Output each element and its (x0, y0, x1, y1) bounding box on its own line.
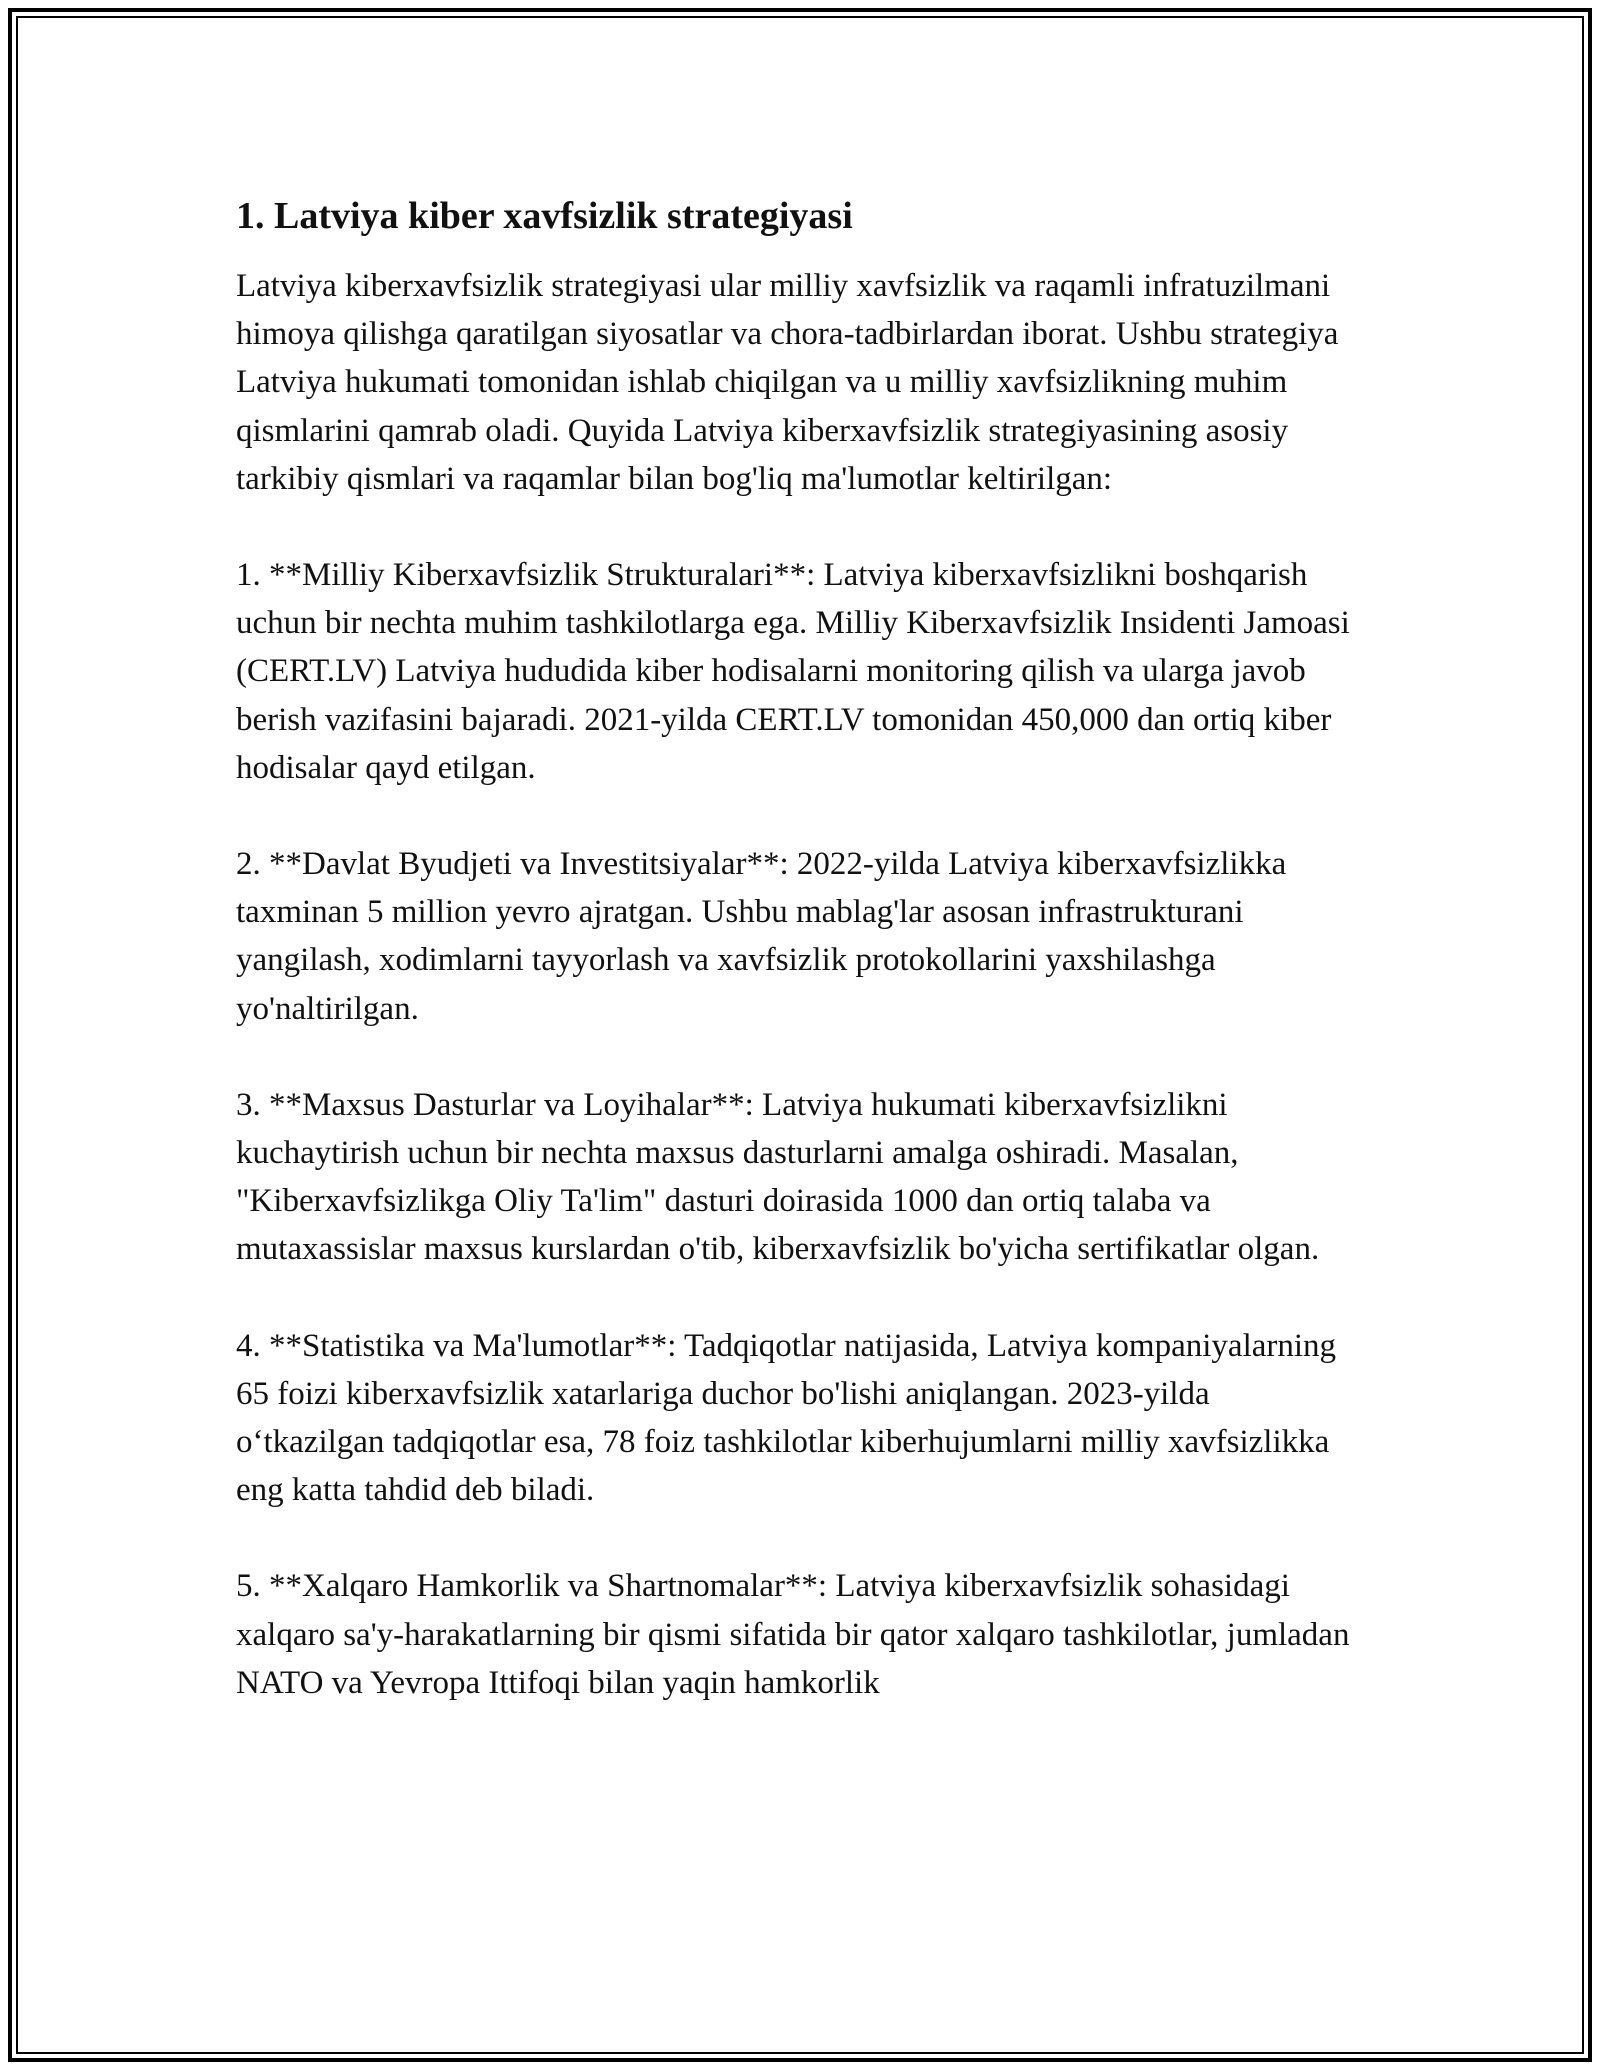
document-body (236, 186, 1366, 1707)
list-item-1: 1. **Milliy Kiberxavfsizlik Strukturalari**: Latviya kiberxavfsizlikni boshqarish uchun bir nechta muhim tashkilotlarga ega. Milliy Kiberxavfsizlik Insidenti Jamoasi (CERT.LV) Latviya hududida kiber hodisalarni monitoring qilish va ularga javob berish vazifasini bajaradi. 2021-yilda CERT.LV tomonidan 450,000 dan ortiq kiber hodisalar qayd etilgan. (236, 557, 1350, 786)
section-heading: 1. Latviya kiber xavfsizlik strategiyasi (236, 195, 853, 237)
list-item-5: 5. **Xalqaro Hamkorlik va Shartnomalar**: Latviya kiberxavfsizlik sohasidagi xalqaro sa'y-harakatlarning bir qismi sifatida bir qator xalqaro tashkilotlar, jumladan NATO va Yevropa Ittifoqi bilan yaqin hamkorlik (236, 1568, 1350, 1701)
list-item-4: 4. **Statistika va Ma'lumotlar**: Tadqiqotlar natijasida, Latviya kompaniyalarning 65 foizi kiberxavfsizlik xatarlariga duchor bo'lishi aniqlangan. 2023-yilda o‘tkazilgan tadqiqotlar esa, 78 foiz tashkilotlar kiberhujumlarni milliy xavfsizlikka eng katta tahdid deb biladi. (236, 1327, 1337, 1509)
list-item-2: 2. **Davlat Byudjeti va Investitsiyalar**: 2022-yilda Latviya kiberxavfsizlikka taxminan 5 million yevro ajratgan. Ushbu mablag'lar asosan infrastrukturani yangilash, xodimlarni tayyorlash va xavfsizlik protokollarini yaxshilashga yo'naltirilgan. (236, 846, 1287, 1027)
intro-paragraph: Latviya kiberxavfsizlik strategiyasi ular milliy xavfsizlik va raqamli infratuzilmani himoya qilishga qaratilgan siyosatlar va chora-tadbirlardan iborat. Ushbu strategiya Latviya hukumati tomonidan ishlab chiqilgan va u milliy xavfsizlikning muhim qismlarini qamrab oladi. Quyida Latviya kiberxavfsizlik strategiyasining asosiy tarkibiy qismlari va raqamlar bilan bog'liq ma'lumotlar keltirilgan: (236, 268, 1339, 497)
list-item-3: 3. **Maxsus Dasturlar va Loyihalar**: Latviya hukumati kiberxavfsizlikni kuchaytirish uchun bir nechta maxsus dasturlarni amalga oshiradi. Masalan, "Kiberxavfsizlikga Oliy Ta'lim" dasturi doirasida 1000 dan ortiq talaba va mutaxassislar maxsus kurslardan o'tib, kiberxavfsizlik bo'yicha sertifikatlar olgan. (236, 1086, 1320, 1268)
